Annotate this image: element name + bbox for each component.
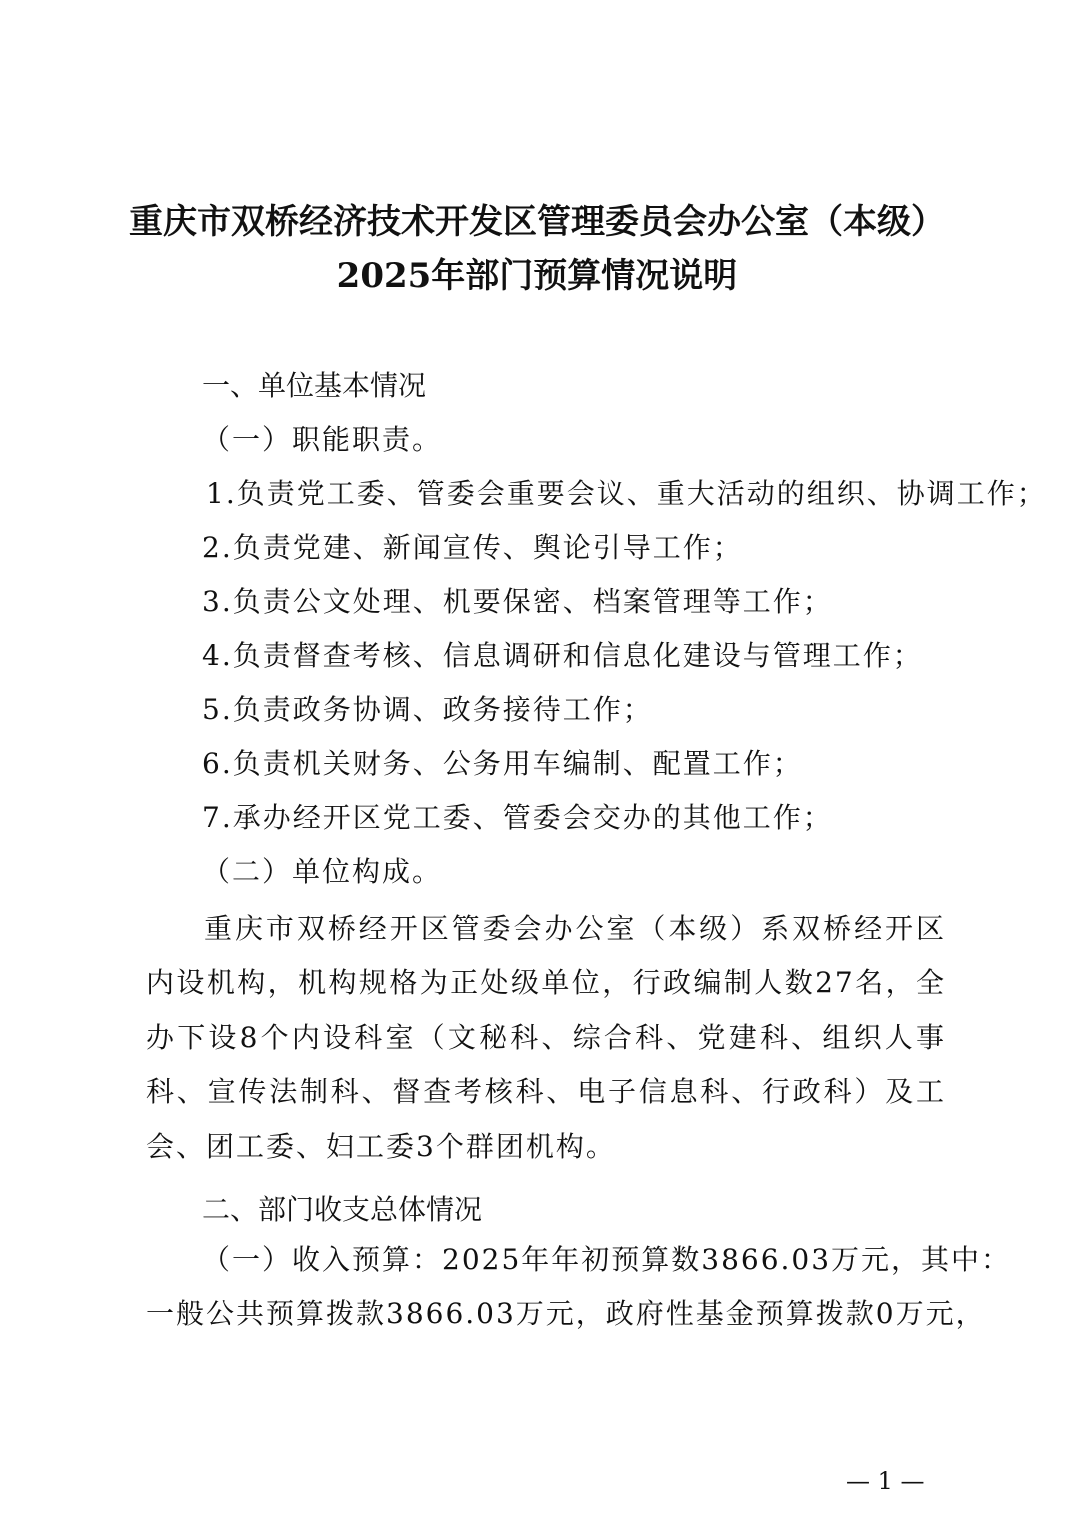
duty-item-7: 7.承办经开区党工委、管委会交办的其他工作； bbox=[202, 801, 833, 834]
subheading-duties: （一）职能职责。 bbox=[202, 423, 443, 456]
duty-item-1: 1.负责党工委、管委会重要会议、重大活动的组织、协调工作； bbox=[206, 477, 1047, 510]
duty-item-2: 2.负责党建、新闻宣传、舆论引导工作； bbox=[202, 531, 743, 564]
composition-paragraph: 重庆市双桥经开区管委会办公室（本级）系双桥经开区内设机构，机构规格为正处级单位，行政编制人数27名，全办下设8个内设科室（文秘科、综合科、党建科、组织人事科、宣传法制科、督查考核科、电子信息科、行政科）及工会、团工委、妇工委3个群团机构。 bbox=[146, 912, 946, 1163]
income-budget-line-2: 一般公共预算拨款3866.03万元，政府性基金预算拨款0万元， bbox=[146, 1297, 986, 1330]
duty-item-5: 5.负责政务协调、政务接待工作； bbox=[202, 693, 653, 726]
section-heading-unit-basics: 一、单位基本情况 bbox=[202, 369, 427, 402]
page-number: — 1 — bbox=[846, 1467, 925, 1495]
duty-item-6: 6.负责机关财务、公务用车编制、配置工作； bbox=[202, 747, 803, 780]
subheading-composition: （二）单位构成。 bbox=[202, 855, 443, 888]
duty-item-4: 4.负责督查考核、信息调研和信息化建设与管理工作； bbox=[202, 639, 923, 672]
document-title-line-1: 重庆市双桥经济技术开发区管理委员会办公室（本级） bbox=[129, 202, 945, 242]
income-budget-line-1: （一）收入预算：2025年年初预算数3866.03万元，其中： bbox=[202, 1243, 1012, 1276]
duty-item-3: 3.负责公文处理、机要保密、档案管理等工作； bbox=[202, 585, 833, 618]
document-title-line-2: 2025年部门预算情况说明 bbox=[336, 256, 738, 296]
section-heading-revenue-expenditure: 二、部门收支总体情况 bbox=[202, 1193, 483, 1226]
